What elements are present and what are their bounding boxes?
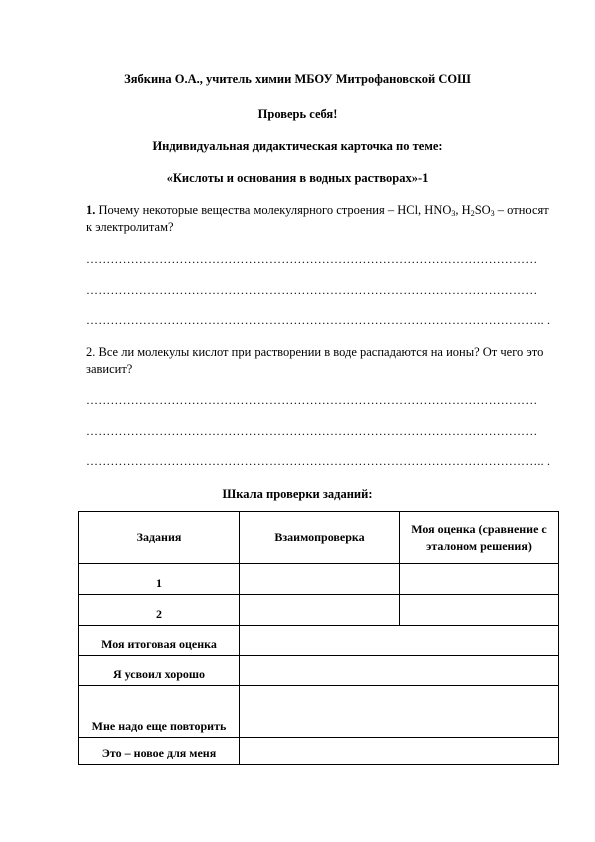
grading-table	[78, 511, 559, 765]
answer-line-2-2: …………………………………………………………………………………………………	[86, 424, 538, 438]
peer-check-cell-2[interactable]	[240, 595, 400, 626]
new-for-me-cell[interactable]	[240, 738, 559, 765]
table-row	[79, 738, 559, 765]
header-my-grade: Моя оценка (сравнение с эталоном решения)	[400, 512, 559, 564]
answer-line-1-3: ………………………………………………………………………………………………….. .	[86, 313, 551, 327]
table-row	[79, 595, 559, 626]
answer-line-2-3: ………………………………………………………………………………………………….. .	[86, 454, 551, 468]
task-number-2: 2	[79, 595, 240, 626]
answer-line-1-1: …………………………………………………………………………………………………	[86, 252, 538, 266]
question-1-text-b: , H	[455, 203, 471, 217]
final-grade-cell[interactable]	[240, 626, 559, 656]
table-header-row	[79, 512, 559, 564]
author-line: Зябкина О.А., учитель химии МБОУ Митрофановской СОШ	[124, 72, 471, 86]
question-1-number: 1.	[86, 203, 96, 217]
learned-well-label: Я усвоил хорошо	[79, 656, 240, 686]
header-peer-check: Взаимопроверка	[240, 512, 400, 564]
learned-well-cell[interactable]	[240, 656, 559, 686]
table-row	[79, 626, 559, 656]
my-grade-cell-1[interactable]	[400, 564, 559, 595]
new-for-me-label: Это – новое для меня	[79, 738, 240, 765]
table-row	[79, 564, 559, 595]
question-1-text-a: Почему некоторые вещества молекулярного строения – HCl, HNO	[95, 203, 452, 217]
question-1	[86, 202, 556, 236]
check-yourself-title: Проверь себя!	[257, 107, 338, 121]
answer-line-2-1: …………………………………………………………………………………………………	[86, 393, 538, 407]
need-repeat-label: Мне надо еще повторить	[79, 686, 240, 738]
question-1-sub-3: 3	[490, 209, 495, 218]
question-1-sub-2: 2	[470, 209, 475, 218]
question-2: 2. Все ли молекулы кислот при растворении в воде распадаются на ионы? От чего это зависит?	[86, 345, 544, 376]
peer-check-cell-1[interactable]	[240, 564, 400, 595]
question-1-text-c: SO	[474, 203, 491, 217]
table-row	[79, 656, 559, 686]
table-row	[79, 686, 559, 738]
question-1-sub-1: 3	[451, 209, 456, 218]
task-number-1: 1	[79, 564, 240, 595]
topic-title: «Кислоты и основания в водных растворах»-1	[166, 171, 429, 185]
my-grade-cell-2[interactable]	[400, 595, 559, 626]
question-1-text-d: – относят к электролитам?	[86, 203, 549, 234]
header-tasks: Задания	[79, 512, 240, 564]
card-title: Индивидуальная дидактическая карточка по теме:	[152, 139, 443, 153]
scale-title: Шкала проверки заданий:	[222, 487, 373, 501]
need-repeat-cell[interactable]	[240, 686, 559, 738]
final-grade-label: Моя итоговая оценка	[79, 626, 240, 656]
answer-line-1-2: …………………………………………………………………………………………………	[86, 283, 538, 297]
